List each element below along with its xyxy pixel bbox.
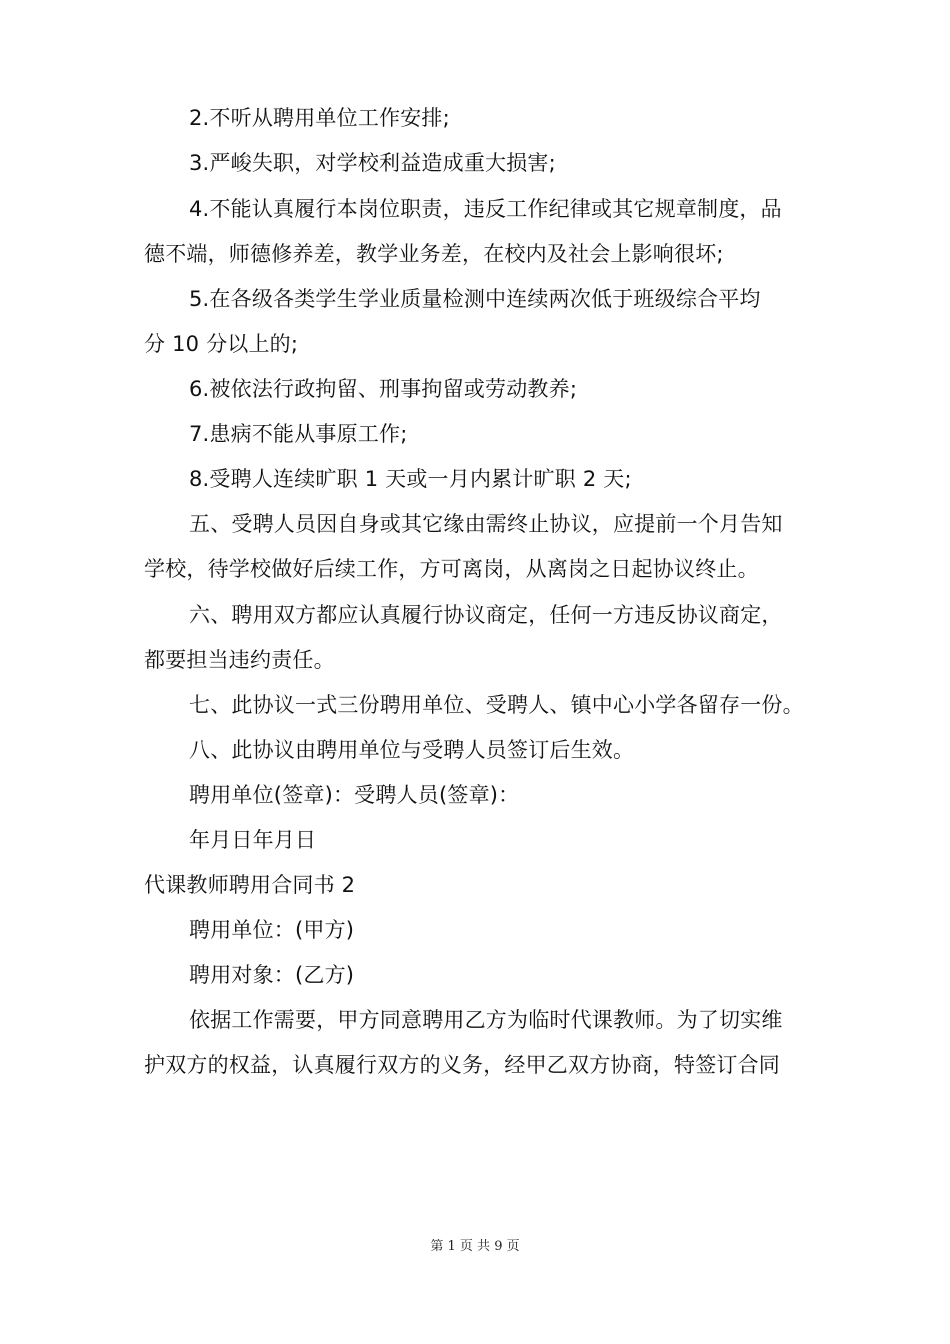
text-line: 学校，待学校做好后续工作，方可离岗，从离岗之日起协议终止。 — [144, 557, 759, 581]
section-title: 代课教师聘用合同书 2 — [144, 873, 356, 897]
text-line: 八、此协议由聘用单位与受聘人员签订后生效。 — [189, 738, 635, 762]
text-line: 德不端，师德修养差，教学业务差，在校内及社会上影响很坏; — [144, 242, 724, 266]
text-line: 4.不能认真履行本岗位职责，违反工作纪律或其它规章制度，品 — [189, 197, 782, 221]
text-line: 年月日年月日 — [189, 828, 317, 852]
text-line: 2.不听从聘用单位工作安排; — [189, 106, 450, 130]
text-line: 聘用单位：(甲方) — [189, 918, 355, 942]
text-line: 护双方的权益，认真履行双方的义务，经甲乙双方协商，特签订合同 — [144, 1053, 780, 1077]
text-line: 依据工作需要，甲方同意聘用乙方为临时代课教师。为了切实维 — [189, 1008, 783, 1032]
text-line: 5.在各级各类学生学业质量检测中连续两次低于班级综合平均 — [189, 287, 761, 311]
text-line: 五、受聘人员因自身或其它缘由需终止协议，应提前一个月告知 — [189, 512, 783, 536]
text-line: 聘用单位(签章)：受聘人员(签章)： — [189, 783, 520, 807]
text-line: 3.严峻失职，对学校利益造成重大损害; — [189, 151, 556, 175]
page-footer: 第 1 页 共 9 页 — [430, 1239, 520, 1254]
text-line: 6.被依法行政拘留、刑事拘留或劳动教养; — [189, 377, 578, 401]
text-line: 七、此协议一式三份聘用单位、受聘人、镇中心小学各留存一份。 — [189, 693, 804, 717]
text-line: 分 10 分以上的; — [144, 332, 299, 356]
text-line: 7.患病不能从事原工作; — [189, 422, 408, 446]
text-line: 8.受聘人连续旷职 1 天或一月内累计旷职 2 天; — [189, 467, 632, 491]
text-line: 六、聘用双方都应认真履行协议商定，任何一方违反协议商定， — [189, 603, 783, 627]
text-line: 都要担当违约责任。 — [144, 648, 335, 672]
text-line: 聘用对象：(乙方) — [189, 963, 355, 987]
